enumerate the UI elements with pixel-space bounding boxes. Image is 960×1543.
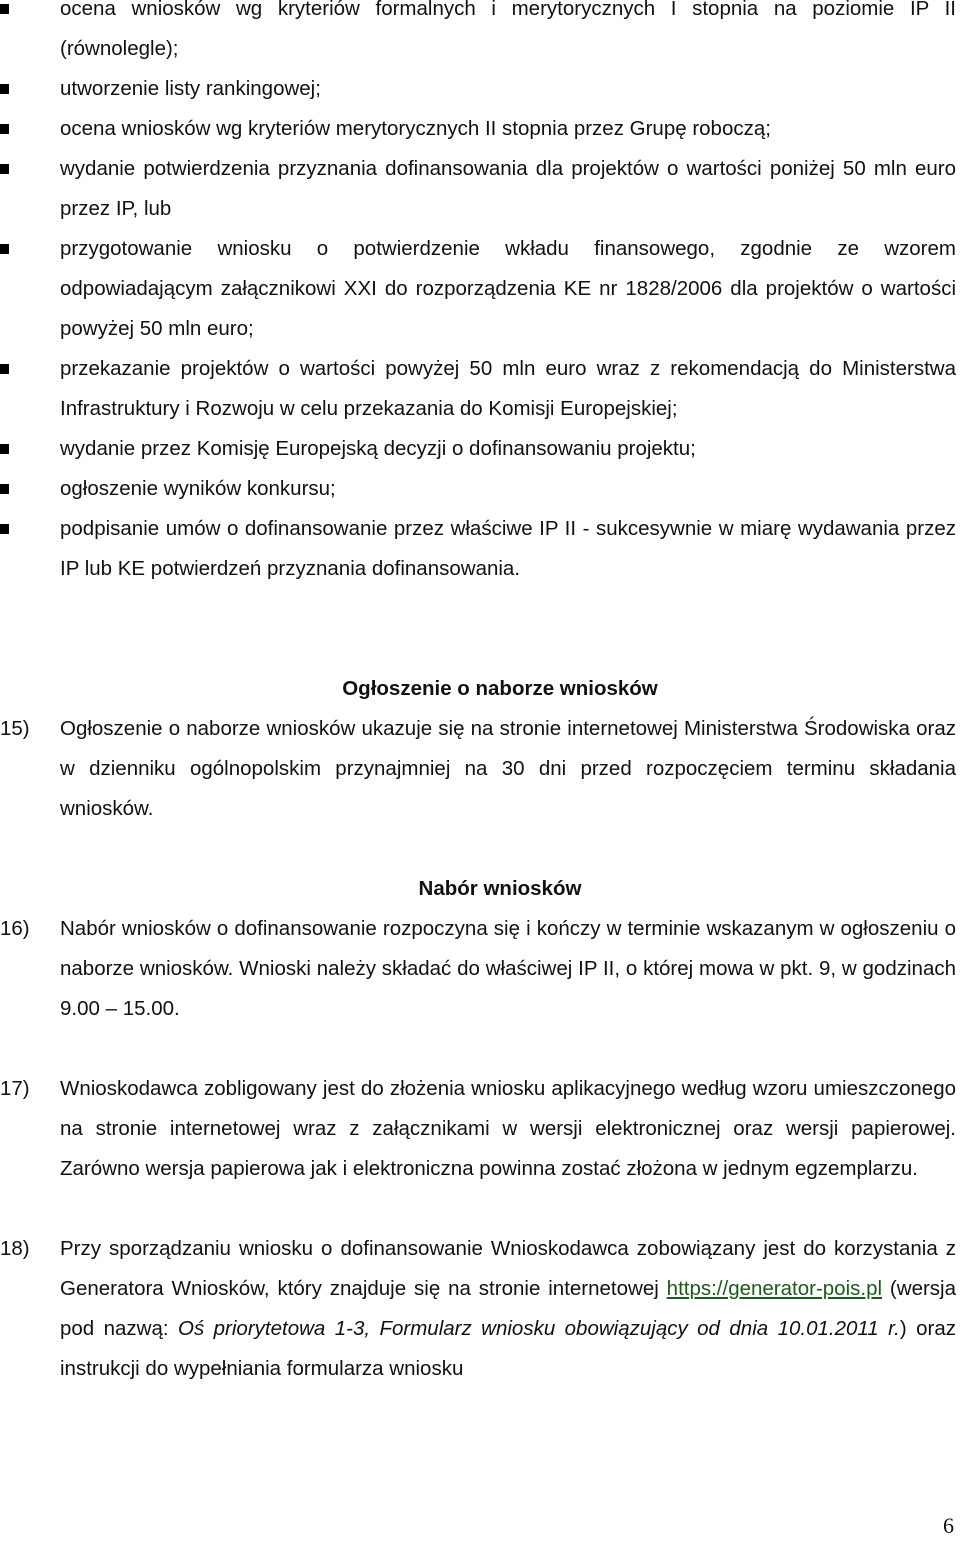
list-item (0, 0, 956, 69)
list-item (0, 469, 956, 509)
paragraph-text: Ogłoszenie o naborze wniosków ukazuje się na stronie internetowej Ministerstwa Środowiska oraz w dzienniku ogólnopolskim przynajmniej na 30 dni przed rozpoczęciem terminu składania wniosków. (60, 717, 956, 820)
list-item-text: przekazanie projektów o wartości powyżej 50 mln euro wraz z rekomendacją do Ministerstwa Infrastruktury i Rozwoju w celu przekazania do Komisji Europejskiej; (60, 357, 956, 420)
paragraph-text-end: ) oraz instrukcji do wypełniania formularza wniosku (60, 1317, 956, 1380)
section-heading-recruitment: Nabór wniosków (418, 877, 582, 900)
list-item-text: przygotowanie wniosku o potwierdzenie wkładu finansowego, zgodnie ze wzorem odpowiadającym załącznikowi XXI do rozporządzenia KE nr 1828/2006 dla projektów o wartości powyżej 50 mln euro; (60, 237, 956, 340)
list-item-text: utworzenie listy rankingowej; (60, 77, 321, 100)
square-bullet-icon (0, 364, 9, 374)
paragraph-number: 15) (0, 717, 30, 740)
section-heading-announcement: Ogłoszenie o naborze wniosków (342, 677, 658, 700)
square-bullet-icon (0, 244, 9, 254)
paragraph-number: 18) (0, 1237, 30, 1260)
list-item (0, 429, 956, 469)
page-number: 6 (943, 1513, 954, 1538)
paragraph-number: 16) (0, 917, 30, 940)
square-bullet-icon (0, 484, 9, 494)
paragraph-text: Nabór wniosków o dofinansowanie rozpoczyna się i kończy w terminie wskazanym w ogłoszeniu o naborze wniosków. Wnioski należy składać do właściwej IP II, o której mowa w pkt. 9, w godzinach 9.00 – 15.00. (60, 917, 956, 1020)
list-item (0, 229, 956, 349)
square-bullet-icon (0, 124, 9, 134)
process-steps-list (0, 0, 960, 589)
list-item-text: ocena wniosków wg kryteriów merytorycznych II stopnia przez Grupę roboczą; (60, 117, 771, 140)
list-item-text: wydanie przez Komisję Europejską decyzji o dofinansowaniu projektu; (60, 437, 696, 460)
generator-link[interactable]: https://generator-pois.pl (666, 1277, 883, 1300)
form-version-italic: Oś priorytetowa 1-3, Formularz wniosku obowiązujący od dnia 10.01.2011 r. (178, 1317, 900, 1340)
list-item (0, 349, 956, 429)
numbered-paragraph-18 (0, 1229, 956, 1389)
square-bullet-icon (0, 4, 9, 14)
numbered-paragraph-17 (0, 1069, 956, 1189)
list-item-text: ogłoszenie wyników konkursu; (60, 477, 336, 500)
numbered-paragraph-15 (0, 709, 956, 829)
list-item (0, 149, 956, 229)
list-item-text: wydanie potwierdzenia przyznania dofinansowania dla projektów o wartości poniżej 50 mln euro przez IP, lub (60, 157, 956, 220)
list-item (0, 69, 956, 109)
square-bullet-icon (0, 164, 9, 174)
list-item-text: podpisanie umów o dofinansowanie przez właściwe IP II - sukcesywnie w miarę wydawania przez IP lub KE potwierdzeń przyznania dofinansowania. (60, 517, 956, 580)
paragraph-number: 17) (0, 1077, 30, 1100)
numbered-paragraph-16 (0, 909, 956, 1029)
list-item (0, 109, 956, 149)
square-bullet-icon (0, 524, 9, 534)
paragraph-text-mid: (wersja pod nazwą: (60, 1277, 957, 1340)
square-bullet-icon (0, 84, 9, 94)
list-item (0, 509, 956, 589)
list-item-text: ocena wniosków wg kryteriów formalnych i merytorycznych I stopnia na poziomie IP II (równolegle); (60, 0, 956, 60)
paragraph-text-start: Przy sporządzaniu wniosku o dofinansowanie Wnioskodawca zobowiązany jest do korzystania z Generatora Wniosków, który znajduje się na stronie internetowej (60, 1237, 956, 1300)
paragraph-text: Wnioskodawca zobligowany jest do złożenia wniosku aplikacyjnego według wzoru umieszczonego na stronie internetowej wraz z załącznikami w wersji elektronicznej oraz wersji papierowej. Zarówno wersja papierowa jak i elektroniczna powinna zostać złożona w jednym egzemplarzu. (60, 1077, 956, 1180)
square-bullet-icon (0, 444, 9, 454)
